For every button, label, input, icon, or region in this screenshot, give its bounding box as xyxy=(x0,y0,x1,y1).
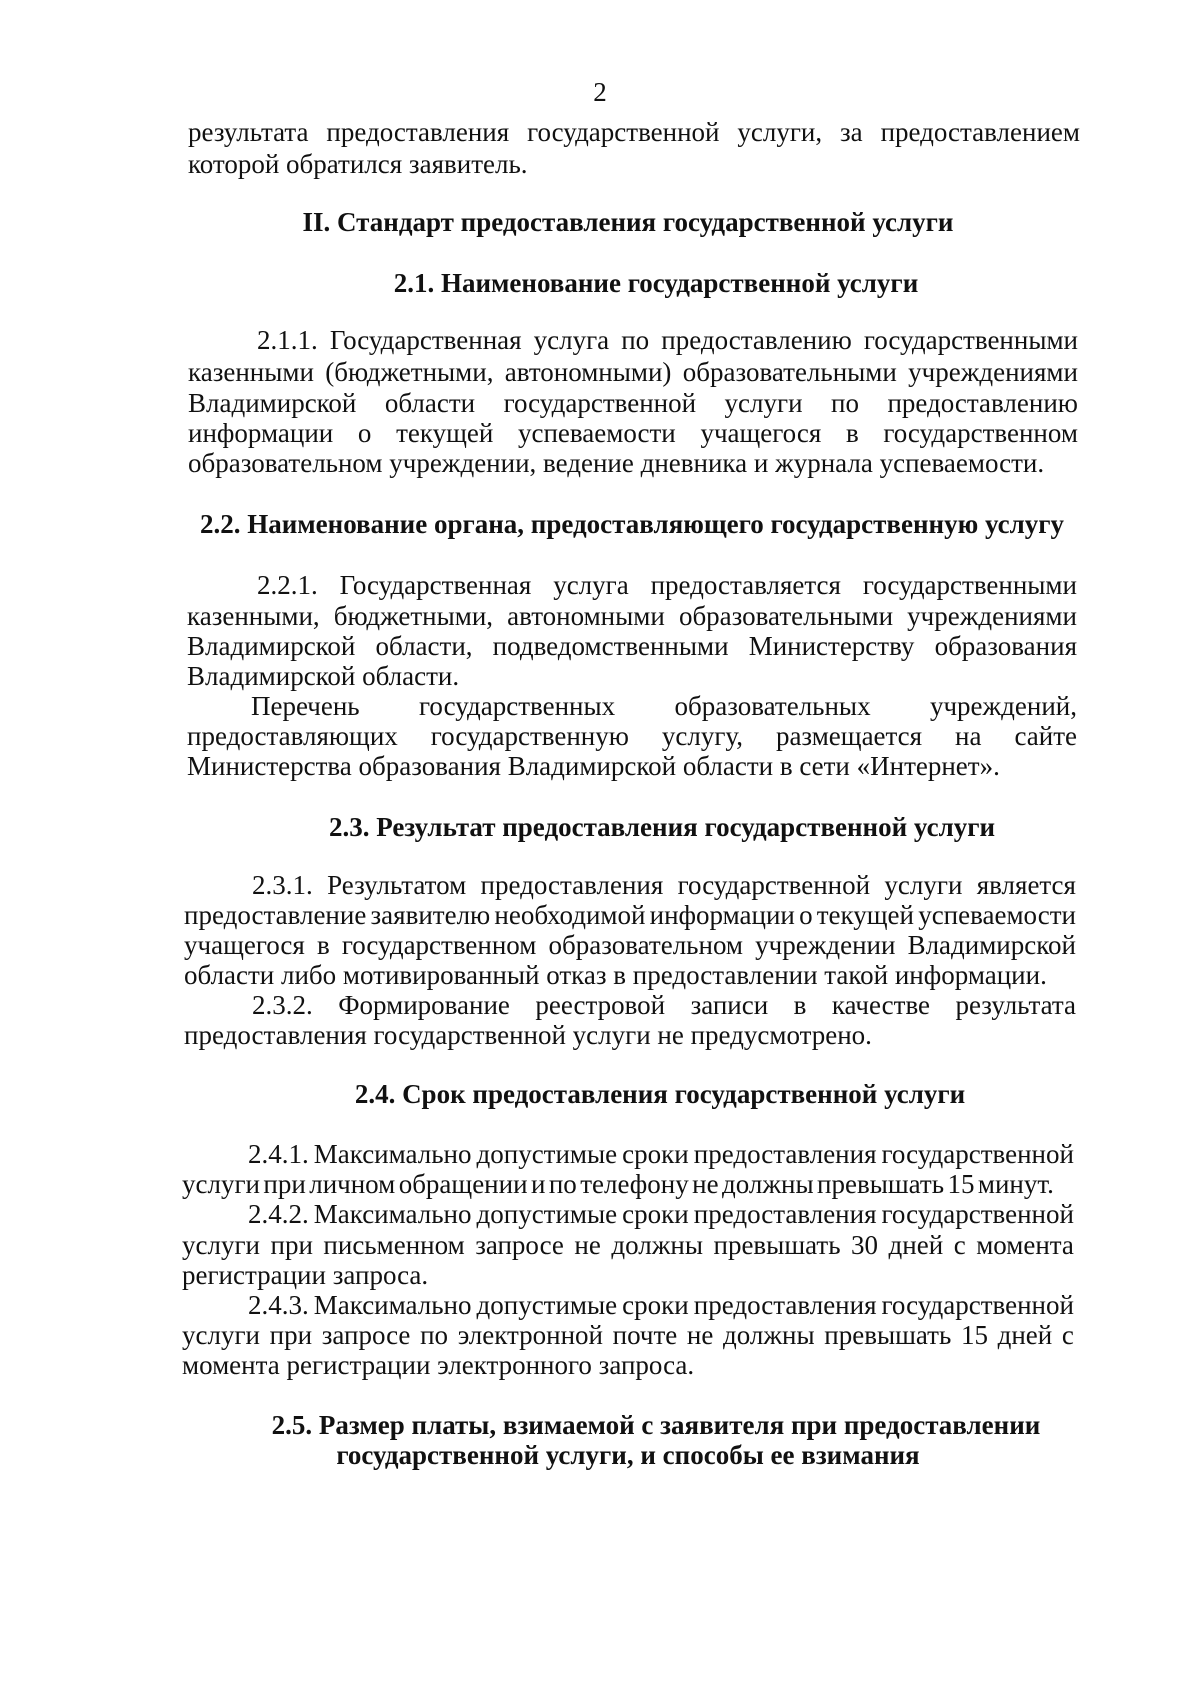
word: с xyxy=(953,1230,966,1260)
word: сайте xyxy=(1014,721,1077,751)
word: личном xyxy=(309,1169,396,1199)
word: бюджетными, xyxy=(333,601,494,631)
word: записи xyxy=(690,990,769,1020)
word: должны xyxy=(722,1169,814,1199)
word: предоставления xyxy=(326,117,510,147)
para-2-4-3-line-2 xyxy=(182,1319,1074,1351)
section-2-5-title-line-2: государственной услуги, и способы ее взимания xyxy=(336,1440,920,1470)
para-2-4-2-line-2 xyxy=(182,1229,1074,1261)
word: Владимирской xyxy=(907,930,1076,960)
para-2-3-1-line-3 xyxy=(184,929,1076,961)
section-2-title: II. Стандарт предоставления государственной услуги xyxy=(302,207,954,237)
word: является xyxy=(976,870,1076,900)
word: Максимально xyxy=(313,1290,472,1320)
word: 2.4.1. xyxy=(248,1139,309,1169)
word: услуги xyxy=(724,388,803,418)
word: Владимирской xyxy=(188,388,357,418)
word: области, xyxy=(375,631,473,661)
word: в xyxy=(845,418,859,448)
word: качестве xyxy=(831,990,931,1020)
para-2-4-3-line-3: момента регистрации электронного запроса. xyxy=(182,1350,695,1380)
word: результата xyxy=(955,990,1076,1020)
word: учреждениями xyxy=(908,357,1078,387)
word: услуги xyxy=(182,1230,260,1260)
para-2-3-2-line-1 xyxy=(252,989,1076,1021)
word: услуги xyxy=(182,1169,260,1199)
page-number: 2 xyxy=(593,77,607,107)
word: услуги, xyxy=(737,117,823,147)
word: о xyxy=(799,900,813,930)
word: 2.3.2. xyxy=(252,990,313,1020)
word: государственной xyxy=(881,1290,1074,1320)
word: предоставления xyxy=(693,1139,877,1169)
word: автономными xyxy=(507,601,665,631)
word: услуга xyxy=(553,570,629,600)
para-2-1-1-line-5: образовательном учреждении, ведение дневника и журнала успеваемости. xyxy=(188,448,1045,478)
intro-line-1 xyxy=(188,116,1080,148)
para-2-2-2-line-3: Министерства образования Владимирской области в сети «Интернет». xyxy=(187,751,1000,781)
word: с xyxy=(1061,1320,1074,1350)
word: дней xyxy=(888,1230,944,1260)
para-2-2-2-line-1 xyxy=(251,690,1077,722)
word: превышать xyxy=(824,1320,952,1350)
word: 2.3.1. xyxy=(252,870,313,900)
word: государственном xyxy=(341,930,537,960)
word: подведомственными xyxy=(492,631,729,661)
word: электронной xyxy=(457,1320,603,1350)
word: размещается xyxy=(775,721,923,751)
word: предоставления xyxy=(693,1199,877,1229)
word: Максимально xyxy=(313,1199,472,1229)
word: казенными xyxy=(188,357,314,387)
word: 15 xyxy=(960,1320,988,1350)
word: предоставлением xyxy=(880,117,1080,147)
word: 2.2.1. xyxy=(257,570,318,600)
word: текущей xyxy=(816,900,914,930)
word: образования xyxy=(934,631,1077,661)
para-2-4-2-line-1 xyxy=(248,1198,1074,1230)
word: предоставлению xyxy=(887,388,1078,418)
word: успеваемости xyxy=(918,900,1076,930)
para-2-4-1-line-2 xyxy=(182,1168,1054,1200)
word: сроки xyxy=(622,1290,689,1320)
para-2-2-1-line-4: Владимирской области. xyxy=(187,661,460,691)
word: учреждений, xyxy=(929,691,1077,721)
section-2-3-title: 2.3. Результат предоставления государственной услуги xyxy=(328,812,996,842)
word: допустимые xyxy=(476,1290,618,1320)
word: государственной xyxy=(527,117,720,147)
word: образовательных xyxy=(674,691,871,721)
word: по xyxy=(420,1320,449,1350)
para-2-3-2-line-2: предоставления государственной услуги не предусмотрено. xyxy=(184,1020,872,1050)
word: успеваемости xyxy=(517,418,676,448)
word: предоставления xyxy=(693,1290,877,1320)
word: не xyxy=(692,1169,719,1199)
word: 30 xyxy=(851,1230,879,1260)
word: запросе xyxy=(321,1320,411,1350)
word: Результатом xyxy=(327,870,467,900)
word: момента xyxy=(976,1230,1074,1260)
word: государственном xyxy=(883,418,1078,448)
word: обращении xyxy=(398,1169,528,1199)
word: государственными xyxy=(863,325,1078,355)
para-2-1-1-line-3 xyxy=(188,387,1078,419)
para-2-4-2-line-3: регистрации запроса. xyxy=(182,1260,429,1290)
para-2-4-1-line-1 xyxy=(248,1138,1074,1170)
word: образовательными xyxy=(678,601,894,631)
word: по xyxy=(621,325,650,355)
word: Государственная xyxy=(329,325,522,355)
word: Министерству xyxy=(748,631,915,661)
word: и xyxy=(530,1169,546,1199)
intro-line-2: которой обратился заявитель. xyxy=(188,149,528,179)
word: запросе xyxy=(475,1230,564,1260)
word: должны xyxy=(611,1230,703,1260)
word: учреждении xyxy=(755,930,896,960)
word: заявителю xyxy=(370,900,491,930)
word: не xyxy=(574,1230,601,1260)
word: государственной xyxy=(503,388,697,418)
word: результата xyxy=(188,117,309,147)
para-2-3-1-line-1 xyxy=(252,869,1076,901)
word: 2.4.3. xyxy=(248,1290,309,1320)
word: Перечень xyxy=(251,691,360,721)
word: учащегося xyxy=(184,930,305,960)
word: государственную xyxy=(430,721,629,751)
word: Формирование xyxy=(338,990,510,1020)
word: услуга xyxy=(533,325,610,355)
word: дней xyxy=(997,1320,1053,1350)
word: предоставлению xyxy=(661,325,852,355)
para-2-4-3-line-1 xyxy=(248,1289,1074,1321)
section-2-1-title: 2.1. Наименование государственной услуги xyxy=(393,268,919,298)
word: 2.4.2. xyxy=(248,1199,309,1229)
word: превышать xyxy=(713,1230,841,1260)
word: допустимые xyxy=(476,1199,618,1229)
word: на xyxy=(955,721,982,751)
word: реестровой xyxy=(535,990,666,1020)
word: учреждениями xyxy=(907,601,1077,631)
word: услуги xyxy=(884,870,963,900)
word: телефону xyxy=(580,1169,689,1199)
word: государственной xyxy=(881,1199,1074,1229)
word: предоставления xyxy=(480,870,664,900)
word: в xyxy=(793,990,807,1020)
section-2-5-title-line-1: 2.5. Размер платы, взимаемой с заявителя при предоставлении xyxy=(271,1410,1041,1440)
word: за xyxy=(840,117,863,147)
word: образовательными xyxy=(682,357,897,387)
para-2-2-1-line-3 xyxy=(187,630,1077,662)
word: по xyxy=(831,388,859,418)
word: государственными xyxy=(862,570,1077,600)
word: в xyxy=(316,930,330,960)
para-2-2-1-line-1 xyxy=(257,569,1077,601)
word: почте xyxy=(612,1320,678,1350)
word: предоставляется xyxy=(650,570,841,600)
word: государственных xyxy=(419,691,616,721)
para-2-3-1-line-4: области либо мотивированный отказ в предоставлении такой информации. xyxy=(184,960,1047,990)
word: (бюджетными, xyxy=(325,357,494,387)
word: превышать xyxy=(817,1169,945,1199)
word: не xyxy=(686,1320,714,1350)
word: допустимые xyxy=(476,1139,618,1169)
word: информации xyxy=(649,900,795,930)
word: учащегося xyxy=(700,418,822,448)
section-2-4-title: 2.4. Срок предоставления государственной услуги xyxy=(354,1079,966,1109)
word: должны xyxy=(723,1320,815,1350)
word: сроки xyxy=(622,1199,689,1229)
word: при xyxy=(263,1169,306,1199)
word: государственной xyxy=(881,1139,1074,1169)
word: по xyxy=(548,1169,577,1199)
word: услугу, xyxy=(661,721,743,751)
section-2-2-title: 2.2. Наименование органа, предоставляющего государственную услугу xyxy=(199,509,1065,539)
word: государственной xyxy=(677,870,871,900)
word: предоставление xyxy=(184,900,367,930)
para-2-2-2-line-2 xyxy=(187,720,1077,752)
word: Владимирской xyxy=(187,631,356,661)
word: при xyxy=(270,1230,313,1260)
word: 15 xyxy=(947,1169,975,1199)
word: предоставляющих xyxy=(187,721,398,751)
para-2-2-1-line-2 xyxy=(187,600,1077,632)
word: минут. xyxy=(977,1169,1054,1199)
word: текущей xyxy=(396,418,494,448)
word: о xyxy=(357,418,372,448)
word: Максимально xyxy=(313,1139,472,1169)
para-2-3-1-line-2 xyxy=(184,899,1076,931)
word: Государственная xyxy=(339,570,532,600)
word: сроки xyxy=(622,1139,689,1169)
word: необходимой xyxy=(494,900,646,930)
para-2-1-1-line-4 xyxy=(188,417,1078,449)
word: информации xyxy=(188,418,334,448)
word: казенными, xyxy=(187,601,320,631)
para-2-1-1-line-2 xyxy=(188,356,1078,388)
word: области xyxy=(384,388,476,418)
word: письменном xyxy=(323,1230,465,1260)
para-2-1-1-line-1 xyxy=(257,324,1078,356)
word: услуги xyxy=(182,1320,260,1350)
word: образовательном xyxy=(548,930,744,960)
word: 2.1.1. xyxy=(257,325,318,355)
word: автономными) xyxy=(504,357,672,387)
word: при xyxy=(269,1320,313,1350)
